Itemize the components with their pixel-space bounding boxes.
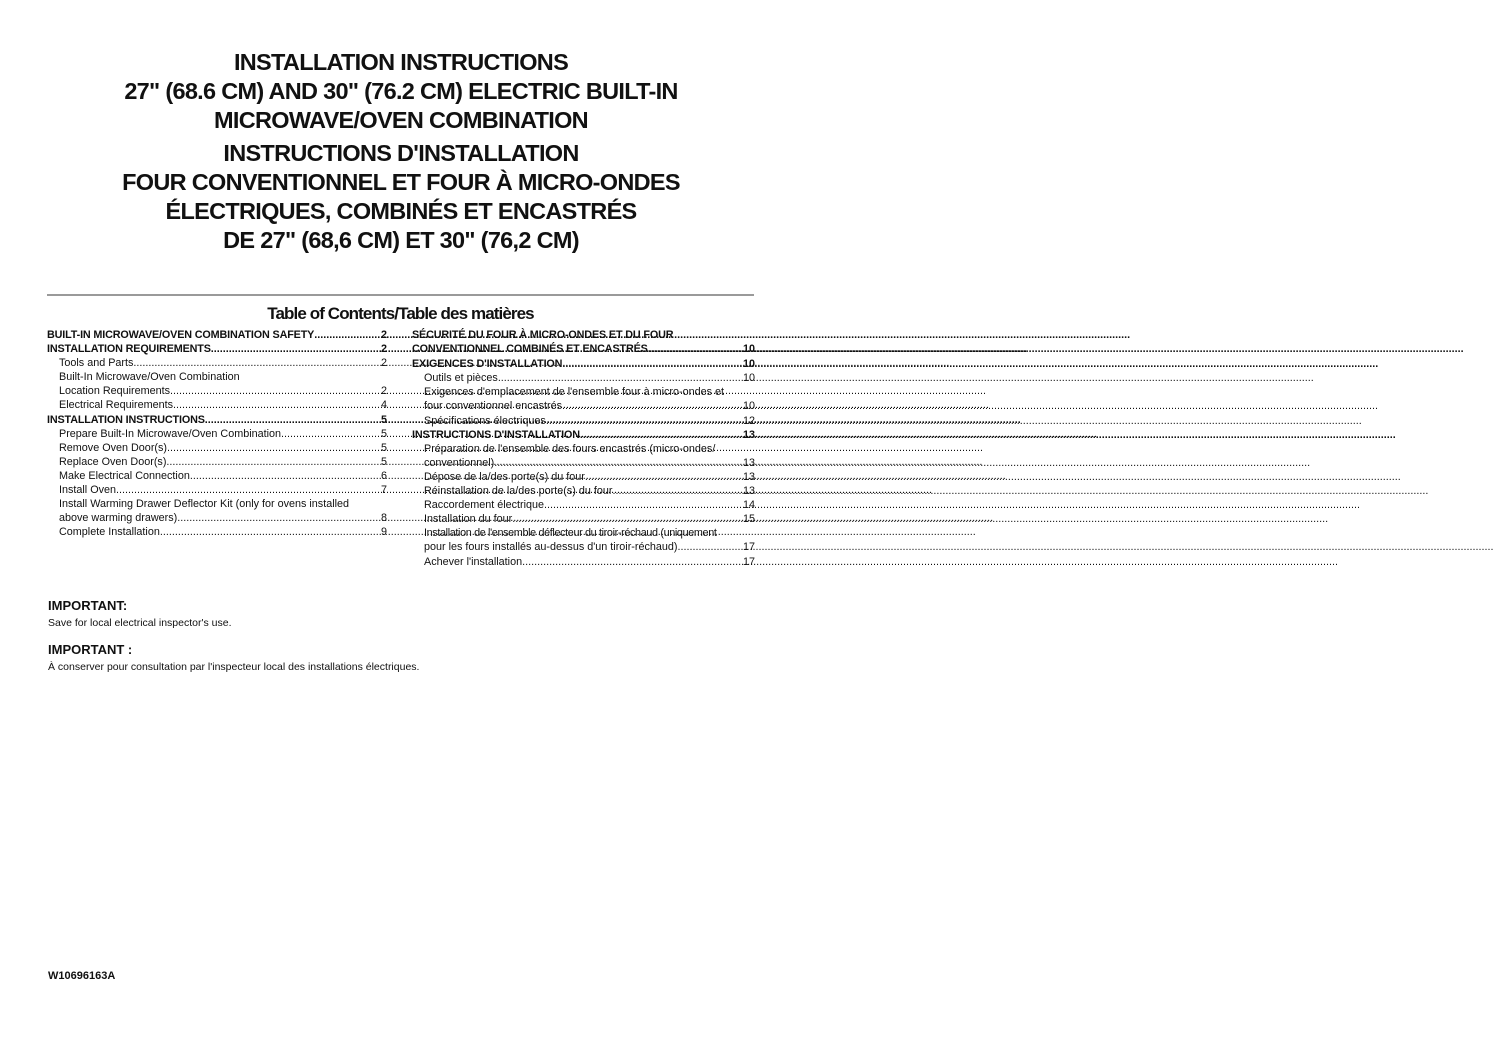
title-en-line-2: 27" (68.6 CM) AND 30" (76.2 CM) ELECTRIC BUILT-IN [124,78,678,104]
toc-heading: Table of Contents/Table des matières [267,304,534,323]
toc-entry[interactable]: four conventionnel encastrés ..... 10 [412,399,755,413]
toc-entry[interactable]: Tools and Parts ..... 2 [47,356,387,370]
toc-entry[interactable]: Replace Oven Door(s) ..... 5 [47,455,387,469]
toc-entry[interactable]: CONVENTIONNEL COMBINÉS ET ENCASTRÉS ..... 10 [412,342,755,356]
toc-entry[interactable]: Achever l'installation ..... 17 [412,555,755,569]
toc-entry[interactable]: EXIGENCES D'INSTALLATION ..... 10 [412,357,755,371]
toc-entry[interactable]: Built-In Microwave/Oven Combination [59,371,240,384]
title-fr-line-4: DE 27" (68,6 CM) ET 30" (76,2 CM) [223,227,579,253]
toc-entry[interactable]: INSTALLATION INSTRUCTIONS ..... 5 [47,413,387,427]
important-text: Save for local electrical inspector's use. [48,617,232,629]
important-notice-french [48,642,419,674]
toc-entry[interactable]: Raccordement électrique ..... 14 [412,498,755,512]
toc-column-english [47,328,387,539]
important-heading: IMPORTANT : [48,642,133,657]
divider-rule [47,294,754,296]
title-en-line-3: MICROWAVE/OVEN COMBINATION [214,107,588,133]
title-fr-line-1: INSTRUCTIONS D'INSTALLATION [223,140,579,166]
toc-entry[interactable]: Remove Oven Door(s) ..... 5 [47,441,387,455]
toc-entry[interactable]: Exigences d'emplacement de l'ensemble four à micro-ondes et [424,386,724,399]
toc-entry[interactable]: Installation de l'ensemble déflecteur du tiroir-réchaud (uniquement [424,527,717,540]
part-number: W10696163A [48,970,116,982]
toc-column-french [412,328,755,569]
important-heading: IMPORTANT: [48,598,128,613]
toc-entry[interactable]: pour les fours installés au-dessus d'un tiroir-réchaud) ..... 17 [412,540,755,554]
toc-entry[interactable]: conventionnel) ..... 13 [412,456,755,470]
toc-entry[interactable]: Installation du four ..... 15 [412,512,755,526]
toc-entry[interactable]: INSTALLATION REQUIREMENTS ..... 2 [47,342,387,356]
toc-entry[interactable]: Réinstallation de la/des porte(s) du four ..... 13 [412,484,755,498]
important-text: À conserver pour consultation par l'inspecteur local des installations électriques. [48,661,420,673]
toc-entry[interactable]: Electrical Requirements ..... 4 [47,398,387,412]
toc-entry[interactable]: BUILT-IN MICROWAVE/OVEN COMBINATION SAFETY ..... 2 [47,328,387,342]
title-fr-line-2: FOUR CONVENTIONNEL ET FOUR À MICRO-ONDES [122,169,680,195]
toc-entry[interactable]: Spécifications électriques ..... 12 [412,414,755,428]
toc-entry[interactable]: Location Requirements ..... 2 [47,384,387,398]
toc-entry[interactable]: Prepare Built-In Microwave/Oven Combination ..... 5 [47,427,387,441]
title-fr-line-3: ÉLECTRIQUES, COMBINÉS ET ENCASTRÉS [165,198,637,224]
toc-entry[interactable]: Outils et pièces ..... 10 [412,371,755,385]
toc-entry[interactable]: SÉCURITÉ DU FOUR À MICRO-ONDES ET DU FOUR [412,329,674,341]
toc-entry[interactable]: Préparation de l'ensemble des fours encastrés (micro-ondes/ [424,442,716,455]
toc-entry[interactable]: Install Warming Drawer Deflector Kit (only for ovens installed [59,498,350,511]
important-notice-english [48,598,232,630]
title-english [40,48,762,135]
toc-entry[interactable]: INSTRUCTIONS D'INSTALLATION ..... 13 [412,428,755,442]
toc-entry[interactable]: Complete Installation ..... 9 [47,525,387,539]
document-title [40,48,762,255]
toc-entry[interactable]: Dépose de la/des porte(s) du four ..... 13 [412,470,755,484]
title-en-line-1: INSTALLATION INSTRUCTIONS [233,49,569,75]
title-french [40,139,762,255]
toc-entry[interactable]: Install Oven ..... 7 [47,483,387,497]
toc-entry[interactable]: above warming drawers) ..... 8 [47,511,387,525]
toc-entry[interactable]: Make Electrical Connection ..... 6 [47,469,387,483]
